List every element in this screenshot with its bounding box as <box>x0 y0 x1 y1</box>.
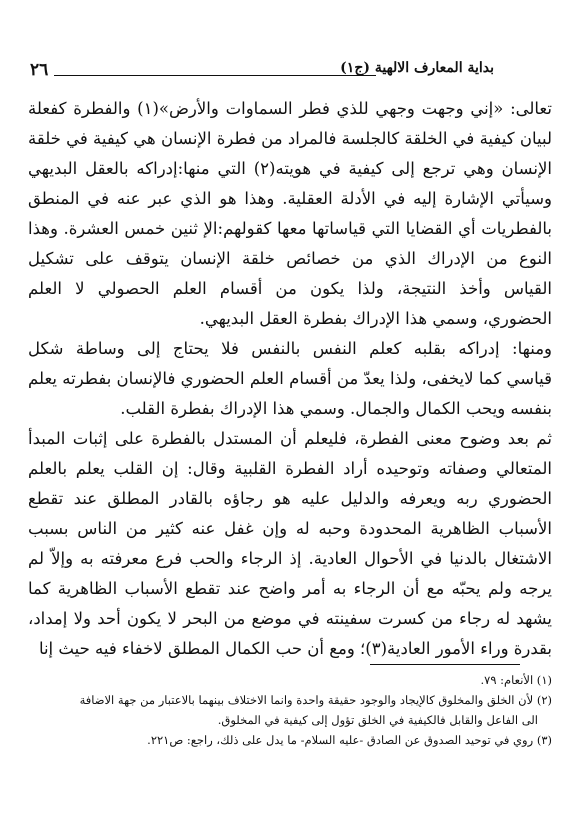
main-text <box>28 94 552 664</box>
footnote-line: (٣) روي في توحيد الصدوق عن الصادق -عليه السلام- ما يدل على ذلك، راجع: ص٢٢١. <box>147 733 552 747</box>
text-line: القياس وأخذ النتيجة، ولذا يكون من أقسام العلم الحصولي لا العلم <box>28 279 552 298</box>
footnote-line: (١) الأنعام: ٧٩. <box>480 673 552 687</box>
text-line: يشهد له رجاء من كسرت سفينته في موضع من البحر لا يكون أحد ولا إمداد، <box>28 609 552 628</box>
text-line: الحضوري ربه ويعرفه والدليل عليه هو رجاؤه بالقادر المطلق عند تقطع <box>28 489 552 508</box>
text-line: وسيأتي الإشارة إليه في الأدلة العقلية. وهذا هو الذي عبر عنه في المنطق <box>28 189 552 208</box>
text-line: ثم بعد وضوح معنى الفطرة، فليعلم أن المستدل بالفطرة على إثبات المبدأ <box>28 429 552 448</box>
running-header <box>24 58 494 84</box>
footnote-line: (٢) لأن الخلق والمخلوق كالإيجاد والوجود حقيقة واحدة وانما الاختلاف بينهما بالاعتبار من جهة الاضافة <box>79 693 552 707</box>
text-line: الاشتغال بالدنيا في الأحوال العادية. إذ الرجاء والحب فرع معرفته به وإلاّ لم <box>28 549 552 568</box>
text-line: لبيان كيفية في الخلقة كالجلسة فالمراد من فطرة الإنسان هي كيفية في خلقة <box>28 129 552 148</box>
text-line: المتعالي وصفاته وتوحيده أراد الفطرة القلبية وقال: إن القلب يعلم بالعلم <box>28 459 552 478</box>
text-line: بنفسه ويحب الكمال والجمال. وسمي هذا الإدراك بفطرة القلب. <box>120 399 552 418</box>
text-line: ومنها: إدراكه بقلبه كعلم النفس بالنفس فلا يحتاج إلى وساطة شكل <box>28 339 552 358</box>
text-line: النوع من الإدراك الذي من خصائص خلقة الإنسان يتوقف على تشكيل <box>28 249 552 268</box>
text-line: الإنسان وهي ترجع إلى كيفية في هويته(٢) التي منها:إدراكه بالعقل البديهي <box>28 159 552 178</box>
footnote-line: الى الفاعل والقابل فالكيفية في الخلق تؤول إلى كيفية في المخلوق. <box>217 713 538 727</box>
text-line: قياسي كما لايخفى، ولذا يعدّ من أقسام العلم الحضوري فالإنسان بفطرته يعلم <box>28 369 552 388</box>
page-number: ٢٦ <box>30 60 49 80</box>
text-line: بقدرة وراء الأمور العادية(٣)؛ ومع أن حب الكمال المطلق لاخفاء فيه حيث إنا <box>38 639 552 658</box>
text-line: الأسباب الظاهرية المحدودة وحبه له وإن غفل عنه كثير من الناس بسبب <box>28 519 552 538</box>
text-line: بالفطريات أي القضايا التي قياساتها معها كقولهم:الإ ثنين خمس العشرة. وهذا <box>28 219 552 238</box>
running-title: بداية المعارف الالهية (ج١) <box>340 60 494 76</box>
text-line: الحضوري، وسمي هذا الإدراك بفطرة العقل البديهي. <box>199 309 552 328</box>
text-line: يرجه ولم يحبّه مع أن الرجاء به أمر واضح عند تقطع الأسباب الظاهرية كما <box>28 579 552 598</box>
text-line: تعالى: «إني وجهت وجهي للذي فطر السماوات والأرض»(١) والفطرة كفعلة <box>28 99 552 118</box>
footnotes <box>28 670 552 750</box>
header-rule <box>54 75 376 76</box>
footnote-separator <box>370 664 520 665</box>
